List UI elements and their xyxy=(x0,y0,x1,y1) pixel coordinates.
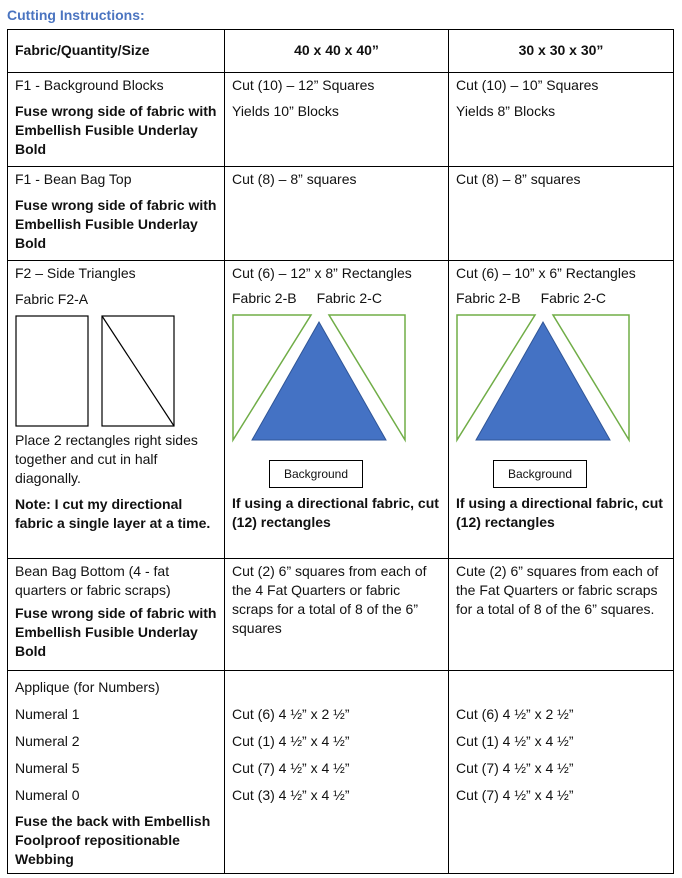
fuse-note: Fuse wrong side of fabric with Embellish Fusible Underlay Bold xyxy=(15,605,217,659)
cutting-table xyxy=(7,29,674,874)
numeral-cut: Cut (7) 4 ½” x 4 ½” xyxy=(456,787,574,803)
fabric-2b-label: Fabric 2-B xyxy=(456,290,521,306)
fabric-name: F1 - Background Blocks xyxy=(15,77,164,93)
background-label: Background xyxy=(493,460,587,488)
rectangle-diagrams xyxy=(15,315,217,427)
cut-cell-30 xyxy=(449,559,674,671)
yield-text: Yields 8” Blocks xyxy=(456,103,556,119)
cut-text: Cut (8) – 8” squares xyxy=(456,171,581,187)
rectangle-icon xyxy=(15,315,89,427)
page-title: Cutting Instructions: xyxy=(7,7,145,23)
numeral-cut: Cut (3) 4 ½” x 4 ½” xyxy=(232,787,350,803)
cut-text: Cut (6) – 10” x 6” Rectangles xyxy=(456,265,636,281)
table-row xyxy=(8,73,674,167)
fabric-f2a-label: Fabric F2-A xyxy=(15,291,89,307)
numeral-cut: Cut (7) 4 ½” x 4 ½” xyxy=(456,760,574,776)
cut-text: Cut (2) 6” squares from each of the 4 Fat Quarters or fabric scraps for a total of 8 of the 6” squares xyxy=(232,563,427,636)
directional-cut: If using a directional fabric, cut (12) rectangles xyxy=(456,495,663,530)
table-row xyxy=(8,261,674,559)
cut-cell-40 xyxy=(225,167,449,261)
cut-cell-40 xyxy=(225,261,449,559)
cut-text: Cut (10) – 10” Squares xyxy=(456,77,599,93)
numeral-cut: Cut (1) 4 ½” x 4 ½” xyxy=(456,733,574,749)
table-header-row xyxy=(8,30,674,73)
numeral-label: Numeral 2 xyxy=(15,733,80,749)
fabric-name: F1 - Bean Bag Top xyxy=(15,171,132,187)
fuse-note: Fuse wrong side of fabric with Embellish Fusible Underlay Bold xyxy=(15,103,217,157)
cut-cell-30 xyxy=(449,73,674,167)
numeral-cut: Cut (6) 4 ½” x 2 ½” xyxy=(232,706,350,722)
fabric-name: F2 – Side Triangles xyxy=(15,265,136,281)
directional-note: Note: I cut my directional fabric a single layer at a time. xyxy=(15,496,211,531)
header-size-30: 30 x 30 x 30” xyxy=(449,30,674,73)
triangle-icon xyxy=(232,314,408,448)
background-label: Background xyxy=(269,460,363,488)
cut-text: Cut (10) – 12” Squares xyxy=(232,77,375,93)
fabric-cell xyxy=(8,167,225,261)
cut-cell-30 xyxy=(449,671,674,874)
fabric-cell xyxy=(8,559,225,671)
diagonal-cut-rectangle-icon xyxy=(101,315,175,427)
cut-cell-40 xyxy=(225,73,449,167)
cut-cell-30 xyxy=(449,261,674,559)
fabric-labels xyxy=(232,289,441,308)
cut-instructions: Place 2 rectangles right sides together and cut in half diagonally. xyxy=(15,432,198,486)
fabric-labels xyxy=(456,289,666,308)
cut-text: Cut (8) – 8” squares xyxy=(232,171,357,187)
fabric-name: Bean Bag Bottom (4 - fat quarters or fabric scraps) xyxy=(15,563,171,598)
fabric-name: Applique (for Numbers) xyxy=(15,679,160,695)
cut-cell-40 xyxy=(225,671,449,874)
fabric-2c-label: Fabric 2-C xyxy=(316,290,382,306)
table-row xyxy=(8,559,674,671)
numeral-label: Numeral 5 xyxy=(15,760,80,776)
fuse-note: Fuse the back with Embellish Foolproof repositionable Webbing xyxy=(15,813,211,867)
numeral-cut: Cut (1) 4 ½” x 4 ½” xyxy=(232,733,350,749)
yield-text: Yields 10” Blocks xyxy=(232,103,339,119)
triangle-diagram xyxy=(456,314,666,481)
header-size-40: 40 x 40 x 40” xyxy=(225,30,449,73)
triangle-icon xyxy=(456,314,632,448)
fabric-2c-label: Fabric 2-C xyxy=(540,290,606,306)
fabric-cell xyxy=(8,671,225,874)
numeral-cut: Cut (6) 4 ½” x 2 ½” xyxy=(456,706,574,722)
directional-cut: If using a directional fabric, cut (12) rectangles xyxy=(232,495,439,530)
table-row xyxy=(8,167,674,261)
cut-cell-30 xyxy=(449,167,674,261)
table-row xyxy=(8,671,674,874)
cut-cell-40 xyxy=(225,559,449,671)
triangle-diagram xyxy=(232,314,441,481)
numeral-cut: Cut (7) 4 ½” x 4 ½” xyxy=(232,760,350,776)
header-fabric: Fabric/Quantity/Size xyxy=(8,30,225,73)
numeral-label: Numeral 0 xyxy=(15,787,80,803)
cut-text: Cute (2) 6” squares from each of the Fat Quarters or fabric scraps for a total of 8 of the 6” squares. xyxy=(456,563,659,617)
fabric-cell xyxy=(8,73,225,167)
fabric-cell xyxy=(8,261,225,559)
fuse-note: Fuse wrong side of fabric with Embellish Fusible Underlay Bold xyxy=(15,197,217,251)
fabric-2b-label: Fabric 2-B xyxy=(232,290,297,306)
numeral-label: Numeral 1 xyxy=(15,706,80,722)
cut-text: Cut (6) – 12” x 8” Rectangles xyxy=(232,265,412,281)
